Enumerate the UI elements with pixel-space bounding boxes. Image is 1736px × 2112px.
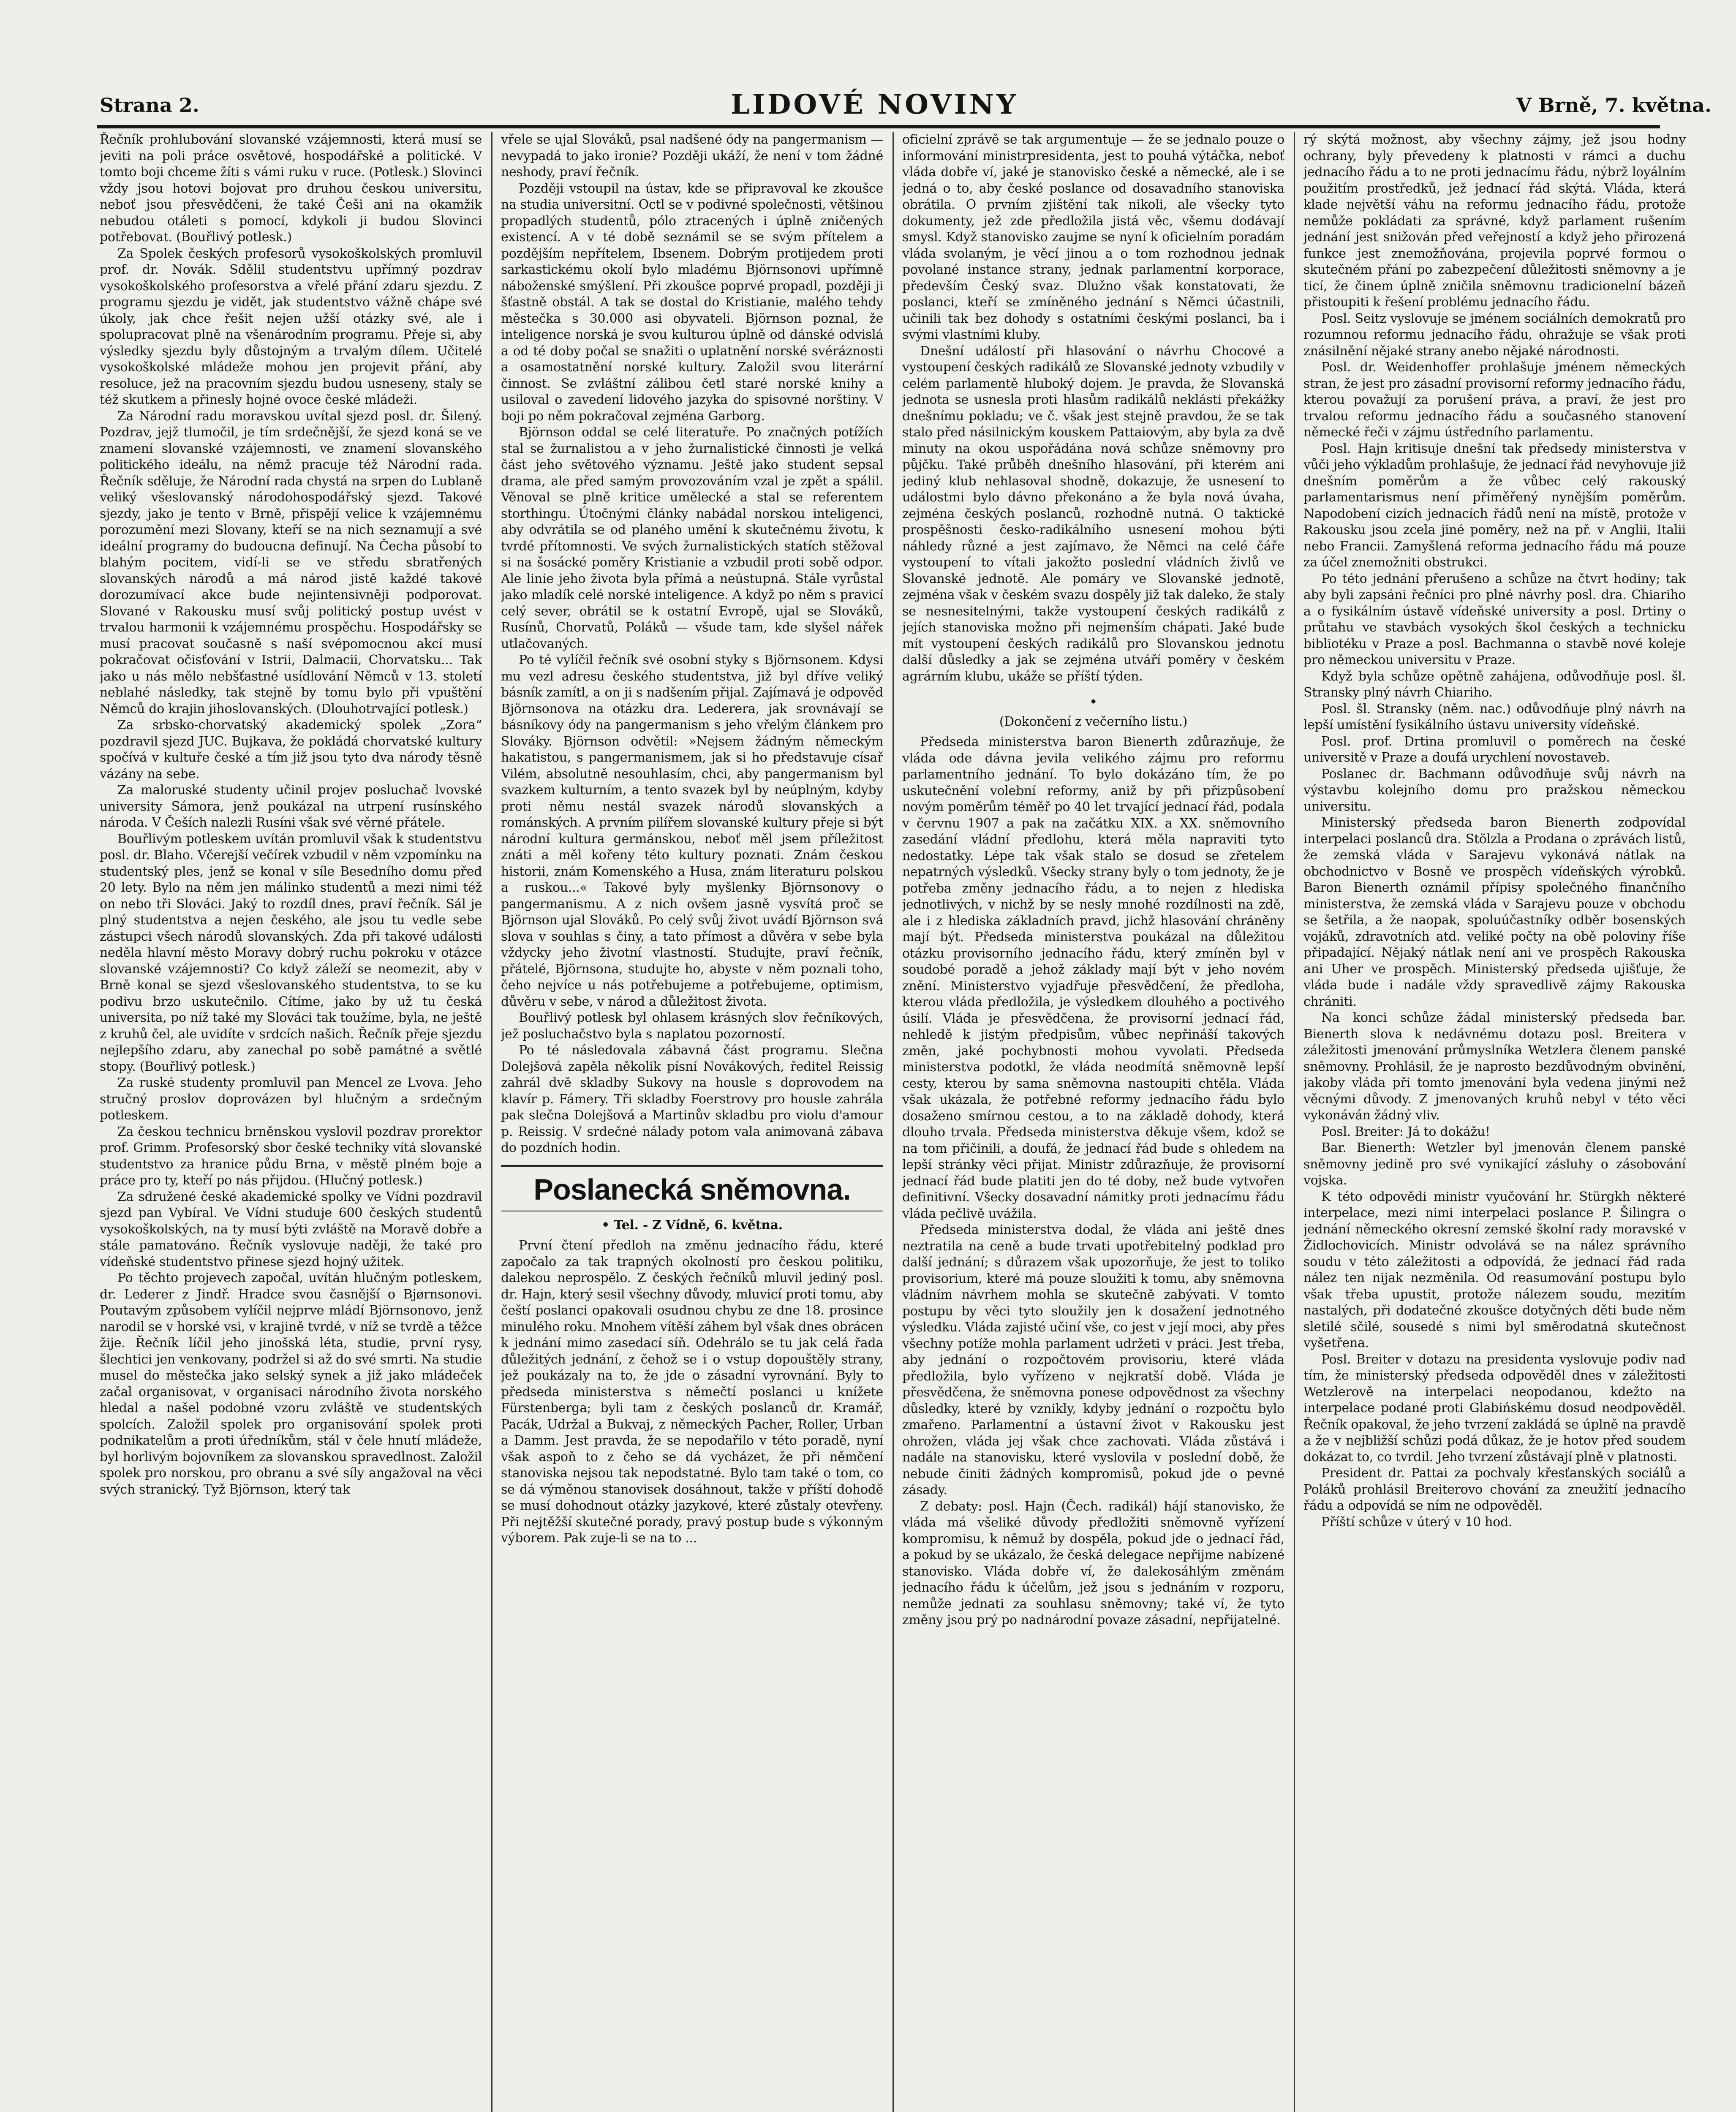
column-2 bbox=[501, 132, 883, 2112]
paragraph: President dr. Pattai za pochvaly křesťanských sociálů a Poláků prohlásil Breiterovo chování za zneužití jednacího řádu a odpovídá se ním ne odpověděl. bbox=[1303, 1466, 1686, 1513]
page-number: Strana 2. bbox=[100, 94, 199, 117]
paragraph: Poslanec dr. Bachmann odůvodňuje svůj návrh na výstavbu kolejního domu pro pražskou německou universitu. bbox=[1303, 766, 1686, 814]
paragraph: Posl. prof. Drtina promluvil o poměrech na české universitě v Praze a doufá urychlení novostaveb. bbox=[1303, 734, 1686, 765]
paragraph: Posl. Breiter v dotazu na presidenta vyslovuje podiv nad tím, že ministerský předseda odpověděl dnes v záležitosti Wetzlerově na interpelaci neopodanou, kdežto na interpelace podané proti Glabińskému dosud neodpověděl. Řečník opakoval, že jeho tvrzení zakládá se úplně na pravdě a že v nejbližší schůzi podá důkaz, že je hotov před soudem dokázat to, co tvrdil. Jeho tvrzení zůstávají plně v platnosti. bbox=[1303, 1352, 1686, 1464]
section-headline: Poslanecká sněmovna. bbox=[501, 1165, 883, 1211]
paragraph: oficielní zprávě se tak argumentuje — že se jednalo pouze o informování ministrpresidenta, jest to pouhá výtáčka, neboť vláda dobře ví, jaké je stanovisko české a německé, ale i se jedná o to, aby české poslance od dosavadního stanoviska obrátila. O prvním zjištění tak nikoli, ale všecky tyto dokumenty, jež zde předložila jistá věc, všemu dodávají smysl. Když stanovisko zaujme se nyní k oficielním poradám vláda svolaným, je věcí jinou a o tom rozhodnou jednak povolané instance strany, jednak parlamentní korporace, především Český svaz. Dlužno však konstatovati, že poslanci, kteří se zmíněného jednání s Němci účastnili, učinili tak bez dohody s ostatními českými poslanci, ba i svými vlastními kluby. bbox=[902, 132, 1284, 342]
column-3 bbox=[902, 132, 1284, 2112]
paragraph: Bar. Bienerth: Wetzler byl jmenován členem panské sněmovny jedině pro své vynikající zásluhy o zásobování vojska. bbox=[1303, 1140, 1686, 1188]
paragraph: Za sdružené české akademické spolky ve Vídni pozdravil sjezd pan Vybíral. Ve Vídni studuje 600 českých studentů vysokoškolských, na ty musí býti zvláště na Moravě dobře a stále pamatováno. Řečník vyslovuje naději, že také pro vídeňské studentstvo přinese sjezd hojný užitek. bbox=[100, 1189, 482, 1269]
paragraph: Příští schůze v úterý v 10 hod. bbox=[1321, 1514, 1513, 1530]
paragraph: Za Národní radu moravskou uvítal sjezd posl. dr. Šilený. Pozdrav, jejž tlumočil, je tím srdečnější, že sjezd koná se ve znamení slovanské vzájemnosti, ve znamení slovanského politického ideálu, na němž pracuje též Národní rada. Řečník sděluje, že Národní rada chystá na srpen do Lublaně veliký všeslovanský národohospodářský sjezd. Takové sjezdy, jako je tento v Brně, přispějí velice k vzájemnému porozumění mezi Slovany, kteří se na nich seznamují a své ideální programy do budoucna definují. Na Čecha působí to blahým pocitem, vidí-li se ve středu sbratřených slovanských národů a má národ jistě každé takové dorozumívací akce bude nejintensivněji podporovat. Slované v Rakousku musí svůj politický postup uvést v trvalou harmonii k vzájemnému prospěchu. Hospodářsky se musí pracovat současně s naší svépomocnou akcí musí pokračovat očisťování v Istrii, Dalmacii, Chorvatsku... Tak jako u nás mělo nebšťastné usídlování Němců v 13. století neblahé následky, tak stejně by tomu bylo při vpuštění Němců do krajin jihoslovanských. (Dlouhotrvající potlesk.) bbox=[100, 408, 482, 716]
paragraph: Řečník prohlubování slovanské vzájemnosti, která musí se jeviti na poli práce osvětové, hospodářské a politické. V tomto boji chceme žíti s vámi ruku v ruce. (Potlesk.) Slovinci vždy jsou hotovi bojovat pro druhou českou universitu, neboť jsou přesvědčeni, že také Češi ani na okamžik nebudou otáleti s pomocí, kdykoli ji budou Slovinci potřebovat. (Bouřlivý potlesk.) bbox=[100, 132, 482, 245]
paragraph: Za ruské studenty promluvil pan Mencel ze Lvova. Jeho stručný proslov doprovázen byl hlučným a srdečným potleskem. bbox=[100, 1075, 482, 1123]
paragraph: Posl. dr. Weidenhoffer prohlašuje jménem německých stran, že jest pro zásadní provisorní reformy jednacího řádu, kterou považují za porušení práva, a praví, že jest pro trvalou reformu jednacího řádu a současného stanovení německé řeči v zájmu ústředního parlamentu. bbox=[1303, 360, 1686, 440]
paragraph: Ministerský předseda baron Bienerth zodpovídal interpelaci poslanců dra. Stölzla a Prodana o zprávách listů, že zemská vláda v Sarajevu vykonává nátlak na obchodnictvo v Bosně ve prospěch vídeňských výrobků. Baron Bienerth oznámil přípisy společného finančního ministerstva, že zemská vláda v Sarajevu pouze v obchodu se šetřila, a že naopak, spoluúčastníky odběr bosenských vojáků, zdravotních atd. veliké počty na obě poloviny říše připadající. Nějaký nátlak není ani ve prospěch Rakouska ani Uher ve prospěch. Ministerský předseda ujišťuje, že vláda bude i nadále vždy spravedlivě zájmy Rakouska chrániti. bbox=[1303, 815, 1686, 1009]
dateline: • Tel. - Z Vídně, 6. května. bbox=[601, 1217, 783, 1233]
paragraph: vřele se ujal Slováků, psal nadšené ódy na pangermanism — nevypadá to jako ironie? Později ukáží, že není v tom žádné neshody, praví řečník. bbox=[501, 132, 883, 180]
paragraph: Z debaty: posl. Hajn (Čech. radikál) hájí stanovisko, že vláda má všeliké důvody předložiti sněmovně vyřízení kompromisu, k němuž by dospěla, pokud jde o jednací řád, a pokud by se ukázalo, že česká delegace nepřijme nabízené stanovisko. Vláda dobře ví, že dalekosáhlým změnám jednacího řádu k účelům, jež jsou s jednáním v rozporu, nemůže jednati za souhlasu sněmovny; také ví, že tyto změny jsou prý po nadnárodní povaze zásadní, nepřijatelné. bbox=[902, 1499, 1284, 1628]
column-divider bbox=[491, 132, 493, 2112]
paragraph: Za Spolek českých profesorů vysokoškolských promluvil prof. dr. Novák. Sdělil studentstvu upřímný pozdrav vysokoškolského profesorstva a vřelé přání zdaru sjezdu. Z programu sjezdu je vidět, jak studentstvo vážně chápe své úkoly, jak chce řešit nejen užší otázky své, ale i spolupracovat plně na všenárodním programu. Přeje si, aby výsledky sjezdu byly důstojným a trvalým dílem. Učitelé vysokoškolské mládeže mohou jen projevit přání, aby resoluce, jež na pracovním sjezdu budou usneseny, staly se též skutkem a přinesly hojné ovoce české mládeži. bbox=[100, 246, 482, 407]
paragraph: Posl. Breiter: Já to dokážu! bbox=[1321, 1124, 1490, 1139]
issue-date: V Brně, 7. května. bbox=[1516, 94, 1712, 117]
paragraph: Po té vylíčil řečník své osobní styky s Björnsonem. Kdysi mu vezl adresu českého studentstva, již byl dříve veliký básník zamítl, a on ji s nadšením přijal. Zajímavá je odpověď Björnsonova na otázku dra. Lederera, jak srovnávají se básníkovy ódy na pangermanism s jeho vřelým článkem pro Slováky. Björnson odvětil: »Nejsem žádným německým hakatistou, s pangermanismem, jak si ho představuje císař Vilém, absolutně nesouhlasím, chci, aby pangermanism byl svazkem kulturním, a tento svazek byl by neúplným, kdyby proti němu nestál svazek národů slovanských a románských. A prvním pilířem slovanské kultury přeje si být národní kultura germánskou, neboť měl jsem příležitost znáti a měl kořeny této kultury poznati. Znám českou historii, znám Komenského a Husa, znám literaturu polskou a ruskou...« Takové byly myšlenky Björnsonovy o pangermanismu. A z nich ovšem jasně vysvítá proč se Björnson ujal Slováků. Po celý svůj život uvádí Björnson svá slova v souhlas s činy, a tato přímost a důvěra v sebe byla vždycky jeho životní vlastností. Studujte, praví řečník, přátelé, Björnsona, studujte ho, abyste v něm poznali toho, čeho nejvíce u nás potřebujeme a potřebujeme, optimism, důvěru v sebe, v národ a důležitost života. bbox=[501, 653, 883, 1009]
paragraph: Po těchto projevech započal, uvítán hlučným potleskem, dr. Lederer z Jindř. Hradce svou časnější o Bjørnsonovi. Poutavým způsobem vylíčil nejprve mládí Björnsonovo, jenž narodil se v horské vsi, v krajině tvrdé, v níž se tvrdě a těžce žije. Řečník líčil jeho jinošská léta, studie, první rysy, šlechtici jen venkovany, podržel si až do své smrti. Na studie musel do městečka jako selský synek a již jako mládeček začal organisovat, v organisaci národního života norského hledal a našel podobné vzoru zvláště ve studentských spolcích. Založil spolek pro organisování spolek proti podnikatelům a proti úředníkům, stál v čele hnutí mládeže, byl horlivým bojovníkem za slovanskou spravedlnost. Založil spolek pro norskou, pro obranu a své síly angažoval na věci svých stranický. Tyž Björnson, který tak bbox=[100, 1271, 482, 1497]
paragraph: K této odpovědi ministr vyučování hr. Stürgkh některé interpelace, mezi nimi interpelaci poslance P. Šilingra o jednání německého okresní zemské školní rady moravské v Židlochovicích. Ministr odvolává se na nález správního soudu v této záležitosti a odpovídá, že jednací řád rada nález ten nijak nezměnila. Od reasumování postupu bylo však třeba upustit, protože nálezem soudu, mezitím nastalých, při dodatečné zkoušce dotyčných děti bude něm sletilé sčilé, sousedé s nimi byl směrodatná skutečnost vyšetřena. bbox=[1303, 1189, 1686, 1350]
continuation-note: (Dokončení z večerního listu.) bbox=[999, 714, 1188, 729]
paragraph: První čtení předloh na změnu jednacího řádu, které započalo za tak trapných okolností pro českou politiku, dalekou neprospělo. Z českých řečníků mluvil jediný posl. dr. Hajn, který sesil všechny důvody, mluvicí proti tomu, aby čeští poslanci opakovali osudnou chybu ze dne 18. prosince minulého roku. Mnohem vítěší záhem byl však dnes obrácen k jednání mimo zasedací síň. Odehrálo se tu jak celá řada důležitých jednání, z čehož se i o vstup dopouštěly strany, jež poukázaly na to, že jde o zásadní vyrovnání. Byly to předseda ministerstva s němečtí poslanci u knížete Fürstenberga; byli tam z českých poslanců dr. Kramář, Pacák, Udržal a Bukvaj, z německých Pacher, Roller, Urban a Damm. Jest pravda, že se nepodařilo v této poradě, nyní však aspoň to z čeho se dá vycházet, že při němčení stanoviska nejsou tak nepodstatné. Bylo tam také o tom, co se dá výměnou stanovisek dosáhnout, takže v příští dohodě se musí dohodnout otázky jazykové, které zůstaly otevřeny. Při nejtěžší skutečné porady, pravý postup bude s výkonným výborem. Pak zuje-li se na to ... bbox=[501, 1238, 883, 1546]
paragraph: Posl. Seitz vyslovuje se jménem sociálních demokratů pro rozumnou reformu jednacího řádu, ohražuje se však proti znásilnění nějaké strany anebo nějaké národnosti. bbox=[1303, 311, 1686, 359]
paragraph: Dnešní událostí při hlasování o návrhu Chocové a vystoupení českých radikálů ze Slovanské jednoty vzbudily v celém parlamentě hluboký dojem. Je pravda, že Slovanská jednota se usnesla proti hlasům radikálů neklásti překážky dnešnímu pokladu; ve č. však jest stejně pravdou, že se tak stalo před násilnickým kouskem Pattaiovým, aby byla za dvě minuty na okou uspořádána nová schůze sněmovny pro půjčku. Také průběh dnešního hlasování, při kterém ani jediný klub nehlasoval shodně, dokazuje, že usnesení to událostmi bylo dávno překonáno a že byla nová úvaha, zejména českých poslanců, rozhodně nutná. O taktické prospěšnosti česko-radikálního usnesení mohou býti náhledy různé a jest zajímavo, že Němci na celé čáře vystoupení to vítali jakožto poslední vládních živlů ve Slovanské jednotě. Ale pomáry ve Slovanské jednotě, zejména však v českém svazu dospěly již tak daleko, že staly se nesnesitelnými, takže vystoupení českých radikálů z jejích stanoviska možno při nejmenším chápati. Jaké bude mít vystoupení českých radikálů pro Slovanskou jednotu další důsledky a jak se zejména utváří poměry v českém agrárním klubu, ukáže se příští týden. bbox=[902, 343, 1284, 684]
paragraph: Za srbsko-chorvatský akademický spolek „Zora“ pozdravil sjezd JUC. Bujkava, že pokládá chorvatské kultury spočívá v kultuře české a tím již jsou tyto dva národy těsně vázány na sebe. bbox=[100, 718, 482, 781]
column-divider bbox=[892, 132, 894, 2112]
paragraph: rý skýtá možnost, aby všechny zájmy, jež jsou hodny ochrany, byly převedeny k platnosti v rámci a duchu jednacího řádu a to ne proti jednacímu řádu, nýbrž loyálním použitím prostředků, jež jednací řád skýtá. Vláda, která klade největší váhu na reformu jednacího řádu, protože nemůže pokládati za správné, když parlament rušením jednání jest snižován před veřejností a když jeho přirozená funkce jest znemožňována, projevila poprvé formou o skutečném přání po zabezpečení důležitosti sněmovny a je ticí, že činem úplně zničila sněmovnu tradicionelní bázeň přistoupiti k řešení problému jednacího řádu. bbox=[1303, 132, 1686, 310]
paragraph: Za českou technicu brněnskou vyslovil pozdrav prorektor prof. Grimm. Profesorský sbor české techniky vítá slovanské studentstvo za hranice půdu Brna, v městě plném boje a práce pro ty, kteří po nás přijdou. (Hlučný potlesk.) bbox=[100, 1124, 482, 1188]
column-divider bbox=[1294, 132, 1295, 2112]
masthead-title: LIDOVÉ NOVINY bbox=[731, 89, 1018, 120]
paragraph: Bouřlivým potleskem uvítán promluvil však k studentstvu posl. dr. Blaho. Včerejší večírek vzbudil v něm vzpomínku na studentský ples, jenž se konal v síle Besedního domu před 20 lety. Bylo na něm jen málinko studentů a mezi nimi též on nebo tři Slováci. Jaký to rozdíl dnes, praví řečník. Sál je plný studentstva a nejen českého, ale jsou tu vedle sebe zástupci všech národů slovanských. Zda při takové události neděla hlavní město Moravy dobrý ruchu pokroku v otázce slovanské vzájemnosti? Co když záleží se neomezit, aby v Brně konal se sjezd všeslovanského studentstva, to se ku podivu brzo uskutečnilo. Cítíme, jako by už tu česká universita, po níž také my Slováci tak toužíme, byla, ne ještě z kruhů čel, ale uvidíte v srdcích našich. Řečník přeje sjezdu nejlepšího zdaru, aby zanechal po sobě památné a světlé stopy. (Bouřlivý potlesk.) bbox=[100, 831, 482, 1074]
column-4 bbox=[1303, 132, 1686, 2112]
paragraph: Posl. šl. Stransky (něm. nac.) odůvodňuje plný návrh na lepší umístění fysikálního ústavu university vídeňské. bbox=[1303, 701, 1686, 732]
section-separator: • bbox=[1089, 694, 1098, 710]
paragraph: Po té následovala zábavná část programu. Slečna Dolejšová zapěla několik písní Novákových, ředitel Reissig zahrál dvě skladby Sukovy na housle s doprovodem na klavír p. Fámery. Tři skladby Foerstrovy pro housle zahrála pak slečna Dolejšová a Martinův skladbu pro violu d'amour p. Reissig. V srdečné nálady potom vala animovaná zábava do pozdních hodin. bbox=[501, 1043, 883, 1155]
paragraph: Björnson oddal se celé literatuře. Po značných potížích stal se žurnalistou a v jeho žurnalistické činnosti je velká část jeho světového významu. Ještě jako student sepsal drama, ale před samým provozováním vzal je zpět a spálil. Věnoval se plně kritice umělecké a stal se referentem storthingu. Útočnými články nabádal norskou inteligenci, aby odvrátila se od planého umění k skutečnému životu, k tvrdé přítomnosti. Ve svých žurnalistických statích stěžoval si na šosácké poměry Kristianie a vzbudil proti sobě odpor. Ale linie jeho života byla přímá a neústupná. Stále vyrůstal jako mladík celé norské inteligence. A když po něm s pravicí celý sever, obrátil se k ostatní Evropě, ujal se Slováků, Rusínů, Chorvatů, Poláků — všude tam, kde slyšel nářek utlačovaných. bbox=[501, 425, 883, 651]
paragraph: Předseda ministerstva dodal, že vláda ani ještě dnes neztratila na ceně a bude trvati upotřebitelný podklad pro další jednání; s důrazem však upozorňuje, že jest to toliko provisorium, které má pouze sloužiti k tomu, aby sněmovna vládním návrhem mohla se skutečně zabývati. V tomto postupu by věci tyto sloužily jen k dosažení jednotného výsledku. Vláda zajisté učiní vše, co jest v její moci, aby přes všechny potíže mohla parlament udržeti v práci. Jest třeba, aby jednání o rozpočtovém provisoriu, které vláda předložila, bylo vyřízeno v nejkratší době. Vláda je přesvědčena, že sněmovna ponese odpovědnost za všechny důsledky, které by vznikly, kdyby jednání o rozpočtu bylo zmařeno. Parlamentní a ústavní život v Rakousku jest ohrožen, vláda jej však chce zachovati. Vláda zůstává i nadále na stanovisku, které vyslovila v poslední době, že nebude činiti žádných kompromisů, pokud jde o pevné zásady. bbox=[902, 1222, 1284, 1497]
paragraph: Když byla schůze opětně zahájena, odůvodňuje posl. šl. Stransky plný návrh Chiariho. bbox=[1303, 669, 1686, 700]
paragraph: Později vstoupil na ústav, kde se připravoval ke zkoušce na studia universitní. Octl se v podivné společnosti, většinou propadlých studentů, pólo ztracených i úplně zničených existencí. A v té době seznámil se se svým přítelem a pozdějším nepřítelem, Ibsenem. Dobrým protijedem proti sarkastickému okolí bylo mladému Björnsonovi upřímně náboženské smýšlení. Při zkoušce poprvé propadl, později ji šťastně obstál. A tak se dostal do Kristianie, malého tehdy městečka s 30.000 asi obyvateli. Björnson poznal, že inteligence norská je svou kulturou úplně od dánské odvislá a od té doby počal se snažiti o uplatnění norské svéráznosti a osamostatnění norské kultury. Založil svou literární činnost. Se zvláštní zálibou četl staré norské knihy a usiloval o zavedení lidového jazyka do spisovné norštiny. V boji po něm pokračoval zejména Garborg. bbox=[501, 181, 883, 424]
paragraph: Posl. Hajn kritisuje dnešní tak předsedy ministerstva v vůči jeho výkladům prohlašuje, že jednací řád nevyhovuje již dnešním poměrům a že vůbec celý rakouský parlamentarismus není přiměřený nynějším poměrům. Napodobení cizích jednacích řádů není na místě, protože v Rakousku jsou zcela jiné poměry, než na př. v Anglii, Italii nebo Francii. Zamyšlená reforma jednacího řádu má pouze za účel znemožniti obstrukci. bbox=[1303, 441, 1686, 570]
paragraph: Bouřlivý potlesk byl ohlasem krásných slov řečníkových, jež posluchačstvo byla s naplatou pozorností. bbox=[501, 1010, 883, 1042]
paragraph: Na konci schůze žádal ministerský předseda bar. Bienerth slova k nedávnému dotazu posl. Breitera v záležitosti jmenování průmyslníka Wetzlera členem panské sněmovny. Prohlásil, že je naprosto bezdůvodným obvinění, jakoby vláda při tomto jmenování byla vedena jinými než věcnými důvody. Z jmenovaných kruhů nebyl v této věci vykonáván žádný vliv. bbox=[1303, 1010, 1686, 1123]
paragraph: Po této jednání přerušeno a schůze na čtvrt hodiny; tak aby byli zapsáni řečníci pro plné návrhy posl. dra. Chiariho a o fysikálním ústavě vídeňské university a posl. Drtiny o průtahu ve stavbách vysokých škol českých a technicku bibliotéku v Praze a posl. Bachmanna o stavbě nové koleje pro německou universitu v Praze. bbox=[1303, 571, 1686, 667]
paragraph: Za maloruské studenty učinil projev posluchač lvovské university Sámora, jenž poukázal na utrpení rusínského národa. V Češích nalezli Rusíni však své věrné přátele. bbox=[100, 783, 482, 830]
header-rule bbox=[97, 125, 1660, 128]
column-1 bbox=[100, 132, 482, 2112]
paragraph: Předseda ministerstva baron Bienerth zdůrazňuje, že vláda ode dávna jevila velikého zájmu pro reformu parlamentního jednání. To bylo dokázáno tím, že po uskutečnění volební reformy, aniž by při přizpůsobení novým poměrům téměř po 40 let trvající jednací řád, podala v červnu 1907 a pak na začátku XIX. a XX. sněmovního zasedání vládní předlohu, která měla napraviti tyto nedostatky. Lépe tak však stalo se dosud se zřetelem nepatrných výsledků. Všecky strany byly o tom jednoty, že je potřeba změny jednacího řádu, a to nejen z hlediska jednotlivých, v nichž by se nesly mnohé rozdílnosti na zdě, ale i z hlediska základních pravd, jichž hlasování chráněny mají být. Předseda ministerstva poukázal na důležitou otázku provisorního jednacího řádu, který zmíněn byl v soudobé poradě a jehož základy mají být v jeho novém znění. Ministerstvo vyjadřuje přesvědčení, že předloha, kterou vláda předložila, je výsledkem dlouhého a poctivého úsilí. Vláda je přesvědčena, že provisorní jednací řád, nehledě k jistým předpisům, vůbec nepřináší takových změn, jaké pochybnosti mohou vyvolati. Předseda ministerstva podotkl, že vláda neodmítá sněmovně lepší cesty, kterou by sama sněmovna nastoupiti chtěla. Vláda však ukázala, že potřebné reformy jednacího řádu bylo dosaženo smírnou cestou, a to na základě dohody, která dlouho trvala. Předseda ministerstva děkuje všem, kdož se na tom přičinili, a doufá, že jednací řád bude s ohledem na lepší stránky věci přijat. Ministr zdůrazňuje, že provisorní jednací řád bude platiti jen do té doby, než bude vytvořen definitivní. Všecky dosavadní námitky proti jednacímu řádu vláda pečlivě uvážila. bbox=[902, 735, 1284, 1221]
